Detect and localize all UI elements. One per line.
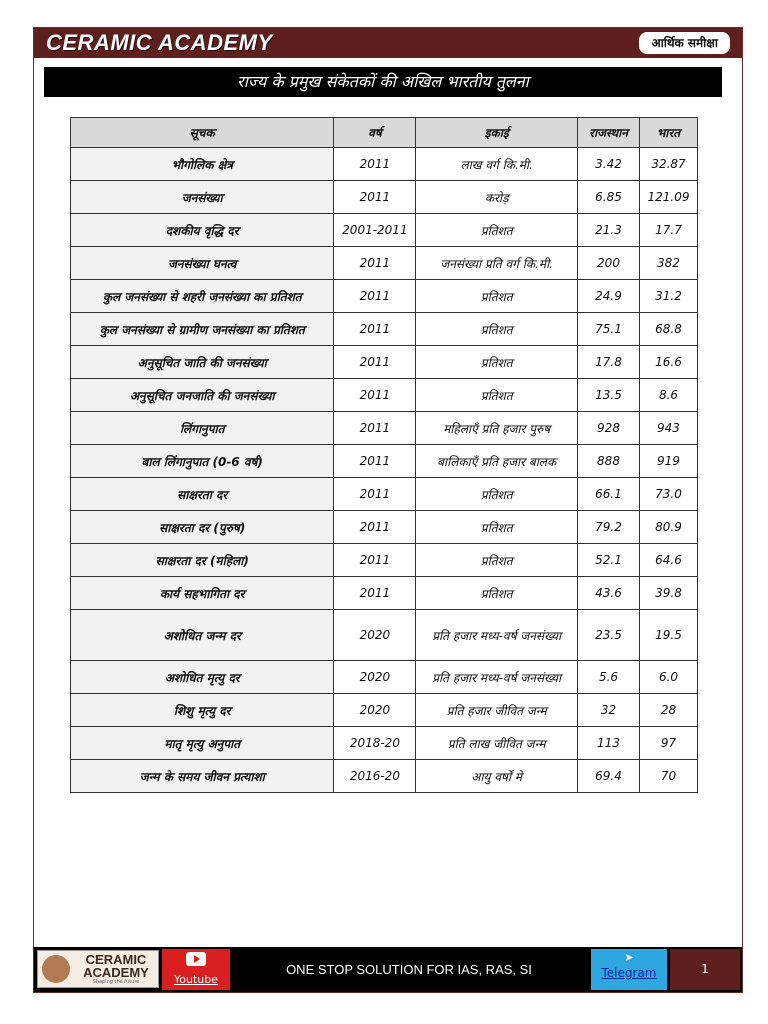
cell-indicator: साक्षरता दर — [71, 478, 334, 511]
table-row — [71, 577, 698, 610]
cell-indicator: अनुसूचित जाति की जनसंख्या — [71, 346, 334, 379]
cell-rajasthan: 69.4 — [578, 760, 640, 793]
cell-indicator: साक्षरता दर (महिला) — [71, 544, 334, 577]
cell-year: 2020 — [334, 694, 416, 727]
cell-indicator: अशोधित जन्म दर — [71, 610, 334, 661]
brand-title: CERAMIC ACADEMY — [46, 30, 273, 55]
cell-india: 97 — [639, 727, 697, 760]
cell-rajasthan: 21.3 — [578, 214, 640, 247]
cell-rajasthan: 24.9 — [578, 280, 640, 313]
table-row — [71, 214, 698, 247]
logo-text — [74, 953, 158, 979]
cell-unit: लाख वर्ग कि.मी. — [416, 148, 578, 181]
cell-unit: प्रतिशत — [416, 313, 578, 346]
cell-unit: प्रतिशत — [416, 280, 578, 313]
cell-year: 2011 — [334, 511, 416, 544]
cell-rajasthan: 79.2 — [578, 511, 640, 544]
table-row — [71, 148, 698, 181]
table-row — [71, 661, 698, 694]
cell-india: 31.2 — [639, 280, 697, 313]
cell-unit: जनसंख्या प्रति वर्ग कि.मी. — [416, 247, 578, 280]
cell-unit: महिलाएँ प्रति हजार पुरुष — [416, 412, 578, 445]
cell-india: 121.09 — [639, 181, 697, 214]
cell-unit: करोड़ — [416, 181, 578, 214]
cell-year: 2018-20 — [334, 727, 416, 760]
footer-tagline: ONE STOP SOLUTION FOR IAS, RAS, SI — [286, 962, 532, 977]
cell-rajasthan: 5.6 — [578, 661, 640, 694]
cell-indicator: अनुसूचित जनजाति की जनसंख्या — [71, 379, 334, 412]
cell-year: 2020 — [334, 661, 416, 694]
cell-indicator: शिशु मृत्यु दर — [71, 694, 334, 727]
youtube-icon — [186, 952, 206, 966]
footer-bar — [34, 947, 742, 992]
cell-indicator: कार्य सहभागिता दर — [71, 577, 334, 610]
logo-line-2: ACADEMY — [83, 965, 149, 980]
table-row — [71, 478, 698, 511]
cell-rajasthan: 43.6 — [578, 577, 640, 610]
cell-indicator: दशकीय वृद्धि दर — [71, 214, 334, 247]
cell-indicator: बाल लिंगानुपात (0-6 वर्ष) — [71, 445, 334, 478]
cell-indicator: लिंगानुपात — [71, 412, 334, 445]
cell-unit: प्रतिशत — [416, 214, 578, 247]
cell-unit: प्रतिशत — [416, 346, 578, 379]
cell-unit: प्रति हजार मध्य-वर्ष जनसंख्या — [416, 661, 578, 694]
table-row — [71, 379, 698, 412]
cell-rajasthan: 200 — [578, 247, 640, 280]
academy-logo[interactable] — [37, 950, 159, 988]
cell-india: 6.0 — [639, 661, 697, 694]
table-row — [71, 412, 698, 445]
telegram-icon: ➤ — [624, 951, 634, 964]
cell-india: 919 — [639, 445, 697, 478]
cell-unit: प्रतिशत — [416, 478, 578, 511]
cell-indicator: भौगोलिक क्षेत्र — [71, 148, 334, 181]
table-row — [71, 247, 698, 280]
cell-unit: प्रति हजार मध्य-वर्ष जनसंख्या — [416, 610, 578, 661]
cell-rajasthan: 113 — [578, 727, 640, 760]
cell-year: 2011 — [334, 247, 416, 280]
cell-year: 2011 — [334, 445, 416, 478]
table-row — [71, 694, 698, 727]
cell-rajasthan: 928 — [578, 412, 640, 445]
header-rajasthan: राजस्थान — [578, 118, 640, 148]
cell-rajasthan: 6.85 — [578, 181, 640, 214]
page — [33, 27, 743, 993]
indicators-table — [70, 117, 698, 793]
cell-india: 68.8 — [639, 313, 697, 346]
table-row — [71, 313, 698, 346]
telegram-link[interactable] — [591, 949, 667, 990]
cell-indicator: अशोधित मृत्यु दर — [71, 661, 334, 694]
table-row — [71, 727, 698, 760]
cell-rajasthan: 13.5 — [578, 379, 640, 412]
cell-india: 382 — [639, 247, 697, 280]
youtube-label[interactable]: Youtube — [174, 973, 218, 986]
table-row — [71, 445, 698, 478]
cell-india: 64.6 — [639, 544, 697, 577]
cell-indicator: जनसंख्या घनत्व — [71, 247, 334, 280]
cell-india: 19.5 — [639, 610, 697, 661]
cell-india: 8.6 — [639, 379, 697, 412]
cell-india: 16.6 — [639, 346, 697, 379]
cell-indicator: साक्षरता दर (पुरुष) — [71, 511, 334, 544]
cell-year: 2016-20 — [334, 760, 416, 793]
table-row — [71, 181, 698, 214]
cell-india: 17.7 — [639, 214, 697, 247]
cell-india: 39.8 — [639, 577, 697, 610]
section-badge: आर्थिक समीक्षा — [639, 32, 730, 54]
cell-unit: प्रति हजार जीवित जन्म — [416, 694, 578, 727]
table-row — [71, 610, 698, 661]
cell-year: 2011 — [334, 379, 416, 412]
cell-india: 28 — [639, 694, 697, 727]
table-row — [71, 346, 698, 379]
cell-india: 70 — [639, 760, 697, 793]
cell-rajasthan: 23.5 — [578, 610, 640, 661]
table-header-row — [71, 118, 698, 148]
page-title: राज्य के प्रमुख संकेतकों की अखिल भारतीय तुलना — [44, 67, 722, 97]
cell-year: 2011 — [334, 181, 416, 214]
cell-unit: प्रतिशत — [416, 544, 578, 577]
logo-line-1: CERAMIC — [85, 952, 147, 967]
cell-indicator: जनसंख्या — [71, 181, 334, 214]
cell-unit: प्रतिशत — [416, 577, 578, 610]
cell-unit: प्रतिशत — [416, 511, 578, 544]
cell-indicator: कुल जनसंख्या से ग्रामीण जनसंख्या का प्रतिशत — [71, 313, 334, 346]
cell-india: 73.0 — [639, 478, 697, 511]
cell-rajasthan: 32 — [578, 694, 640, 727]
telegram-label[interactable]: Telegram — [601, 966, 657, 980]
ceramic-logo-icon — [42, 955, 70, 983]
page-number: 1 — [670, 949, 740, 990]
cell-indicator: मातृ मृत्यु अनुपात — [71, 727, 334, 760]
cell-year: 2011 — [334, 544, 416, 577]
header-india: भारत — [639, 118, 697, 148]
cell-rajasthan: 75.1 — [578, 313, 640, 346]
table-row — [71, 511, 698, 544]
cell-year: 2011 — [334, 577, 416, 610]
header-bar — [34, 28, 742, 58]
cell-year: 2011 — [334, 412, 416, 445]
youtube-link[interactable] — [162, 949, 230, 990]
cell-rajasthan: 3.42 — [578, 148, 640, 181]
cell-unit: प्रति लाख जीवित जन्म — [416, 727, 578, 760]
cell-rajasthan: 888 — [578, 445, 640, 478]
cell-india: 943 — [639, 412, 697, 445]
cell-indicator: कुल जनसंख्या से शहरी जनसंख्या का प्रतिशत — [71, 280, 334, 313]
header-unit: इकाई — [416, 118, 578, 148]
logo-tagline: Shaping the future — [92, 979, 140, 985]
header-indicator: सूचक — [71, 118, 334, 148]
cell-year: 2001-2011 — [334, 214, 416, 247]
cell-year: 2020 — [334, 610, 416, 661]
cell-indicator: जन्म के समय जीवन प्रत्याशा — [71, 760, 334, 793]
cell-unit: आयु वर्षों मे — [416, 760, 578, 793]
cell-unit: बालिकाएँ प्रति हजार बालक — [416, 445, 578, 478]
cell-year: 2011 — [334, 346, 416, 379]
cell-india: 80.9 — [639, 511, 697, 544]
cell-rajasthan: 52.1 — [578, 544, 640, 577]
table-row — [71, 544, 698, 577]
cell-year: 2011 — [334, 280, 416, 313]
cell-unit: प्रतिशत — [416, 379, 578, 412]
cell-year: 2011 — [334, 478, 416, 511]
cell-india: 32.87 — [639, 148, 697, 181]
cell-rajasthan: 17.8 — [578, 346, 640, 379]
table-row — [71, 280, 698, 313]
header-year: वर्ष — [334, 118, 416, 148]
cell-rajasthan: 66.1 — [578, 478, 640, 511]
cell-year: 2011 — [334, 148, 416, 181]
table-row — [71, 760, 698, 793]
cell-year: 2011 — [334, 313, 416, 346]
